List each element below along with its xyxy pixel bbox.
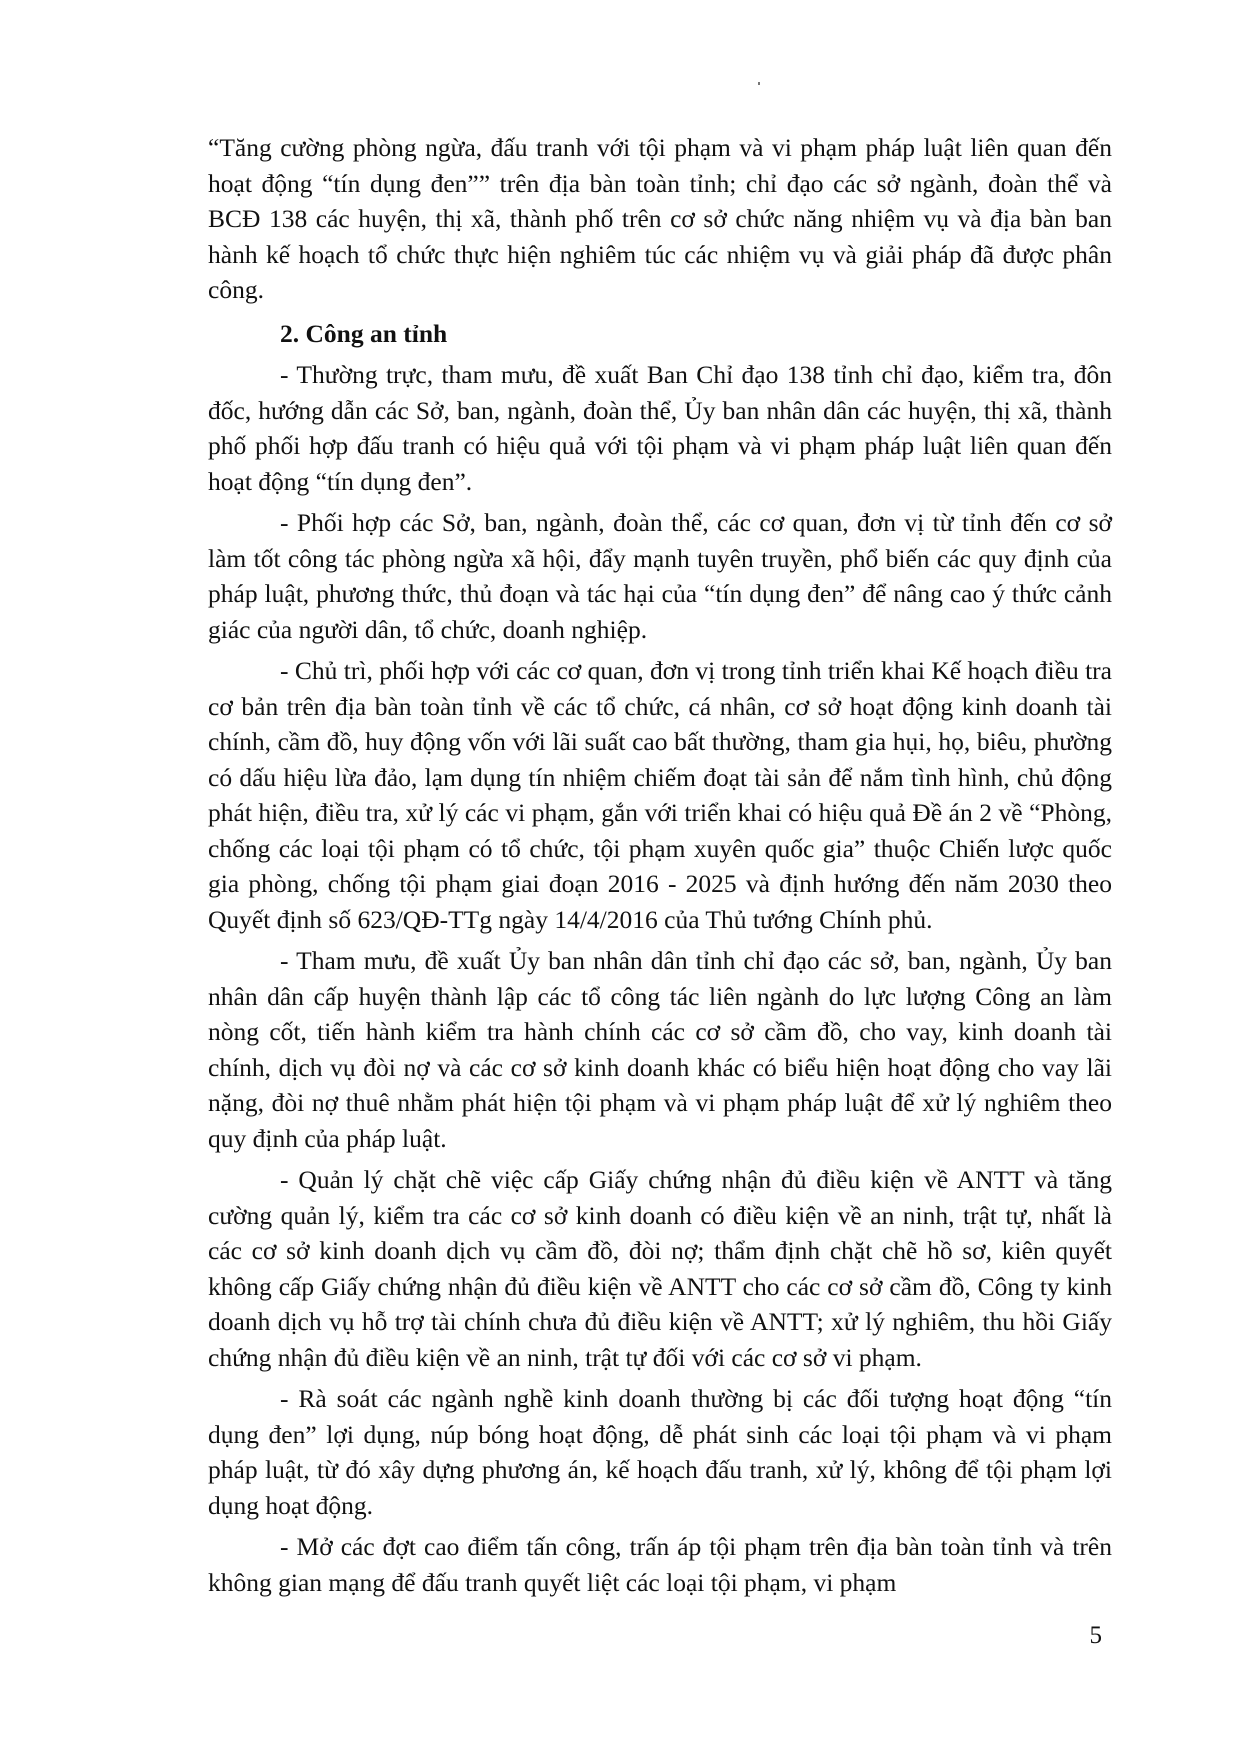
body-paragraph: - Quản lý chặt chẽ việc cấp Giấy chứng nhận đủ điều kiện về ANTT và tăng cường quản lý, kiểm tra các cơ sở kinh doanh có điều kiện về an ninh, trật tự, nhất là các cơ sở kinh doanh dịch vụ cầm đồ, đòi nợ; thẩm định chặt chẽ hồ sơ, kiên quyết không cấp Giấy chứng nhận đủ điều kiện về ANTT cho các cơ sở cầm đồ, Công ty kinh doanh dịch vụ hỗ trợ tài chính chưa đủ điều kiện về ANTT; xử lý nghiêm, thu hồi Giấy chứng nhận đủ điều kiện về an ninh, trật tự đối với các cơ sở vi phạm. [208,1165,1112,1372]
body-paragraph: - Chủ trì, phối hợp với các cơ quan, đơn vị trong tỉnh triển khai Kế hoạch điều tra cơ bản trên địa bàn toàn tỉnh về các tổ chức, cá nhân, cơ sở hoạt động kinh doanh tài chính, cầm đồ, huy động vốn với lãi suất cao bất thường, tham gia hụi, họ, biêu, phường có dấu hiệu lừa đảo, lạm dụng tín nhiệm chiếm đoạt tài sản để nắm tình hình, chủ động phát hiện, điều tra, xử lý các vi phạm, gắn với triển khai có hiệu quả Đề án 2 về “Phòng, chống các loại tội phạm có tổ chức, tội phạm xuyên quốc gia” thuộc Chiến lược quốc gia phòng, chống tội phạm giai đoạn 2016 - 2025 và định hướng đến năm 2030 theo Quyết định số 623/QĐ-TTg ngày 14/4/2016 của Thủ tướng Chính phủ. [208,656,1112,934]
body-paragraph: - Mở các đợt cao điểm tấn công, trấn áp tội phạm trên địa bàn toàn tỉnh và trên không gian mạng để đấu tranh quyết liệt các loại tội phạm, vi phạm [208,1532,1112,1597]
body-paragraph: - Rà soát các ngành nghề kinh doanh thường bị các đối tượng hoạt động “tín dụng đen” lợi dụng, núp bóng hoạt động, dễ phát sinh các loại tội phạm và vi phạm pháp luật, từ đó xây dựng phương án, kế hoạch đấu tranh, xử lý, không để tội phạm lợi dụng hoạt động. [208,1384,1112,1520]
intro-paragraph: “Tăng cường phòng ngừa, đấu tranh với tội phạm và vi phạm pháp luật liên quan đến hoạt động “tín dụng đen”” trên địa bàn toàn tỉnh; chỉ đạo các sở ngành, đoàn thể và BCĐ 138 các huyện, thị xã, thành phố trên cơ sở chức năng nhiệm vụ và địa bàn ban hành kế hoạch tổ chức thực hiện nghiêm túc các nhiệm vụ và giải pháp đã được phân công. [208,133,1112,304]
body-paragraph: - Tham mưu, đề xuất Ủy ban nhân dân tỉnh chỉ đạo các sở, ban, ngành, Ủy ban nhân dân cấp huyện thành lập các tổ công tác liên ngành do lực lượng Công an làm nòng cốt, tiến hành kiểm tra hành chính các cơ sở cầm đồ, cho vay, kinh doanh tài chính, dịch vụ đòi nợ và các cơ sở kinh doanh khác có biểu hiện hoạt động cho vay lãi nặng, đòi nợ thuê nhằm phát hiện tội phạm và vi phạm pháp luật để xử lý nghiêm theo quy định của pháp luật. [208,946,1112,1153]
page-number: 5 [1089,1622,1102,1649]
page-body [208,130,1112,1600]
section-heading: 2. Công an tỉnh [280,318,448,348]
body-paragraph: - Phối hợp các Sở, ban, ngành, đoàn thể, các cơ quan, đơn vị từ tỉnh đến cơ sở làm tốt công tác phòng ngừa xã hội, đẩy mạnh tuyên truyền, phổ biến các quy định của pháp luật, phương thức, thủ đoạn và tác hại của “tín dụng đen” để nâng cao ý thức cảnh giác của người dân, tổ chức, doanh nghiệp. [208,508,1112,644]
scan-speck [758,82,760,85]
body-paragraph: - Thường trực, tham mưu, đề xuất Ban Chỉ đạo 138 tỉnh chỉ đạo, kiểm tra, đôn đốc, hướng dẫn các Sở, ban, ngành, đoàn thể, Ủy ban nhân dân các huyện, thị xã, thành phố phối hợp đấu tranh có hiệu quả với tội phạm và vi phạm pháp luật liên quan đến hoạt động “tín dụng đen”. [208,360,1112,496]
